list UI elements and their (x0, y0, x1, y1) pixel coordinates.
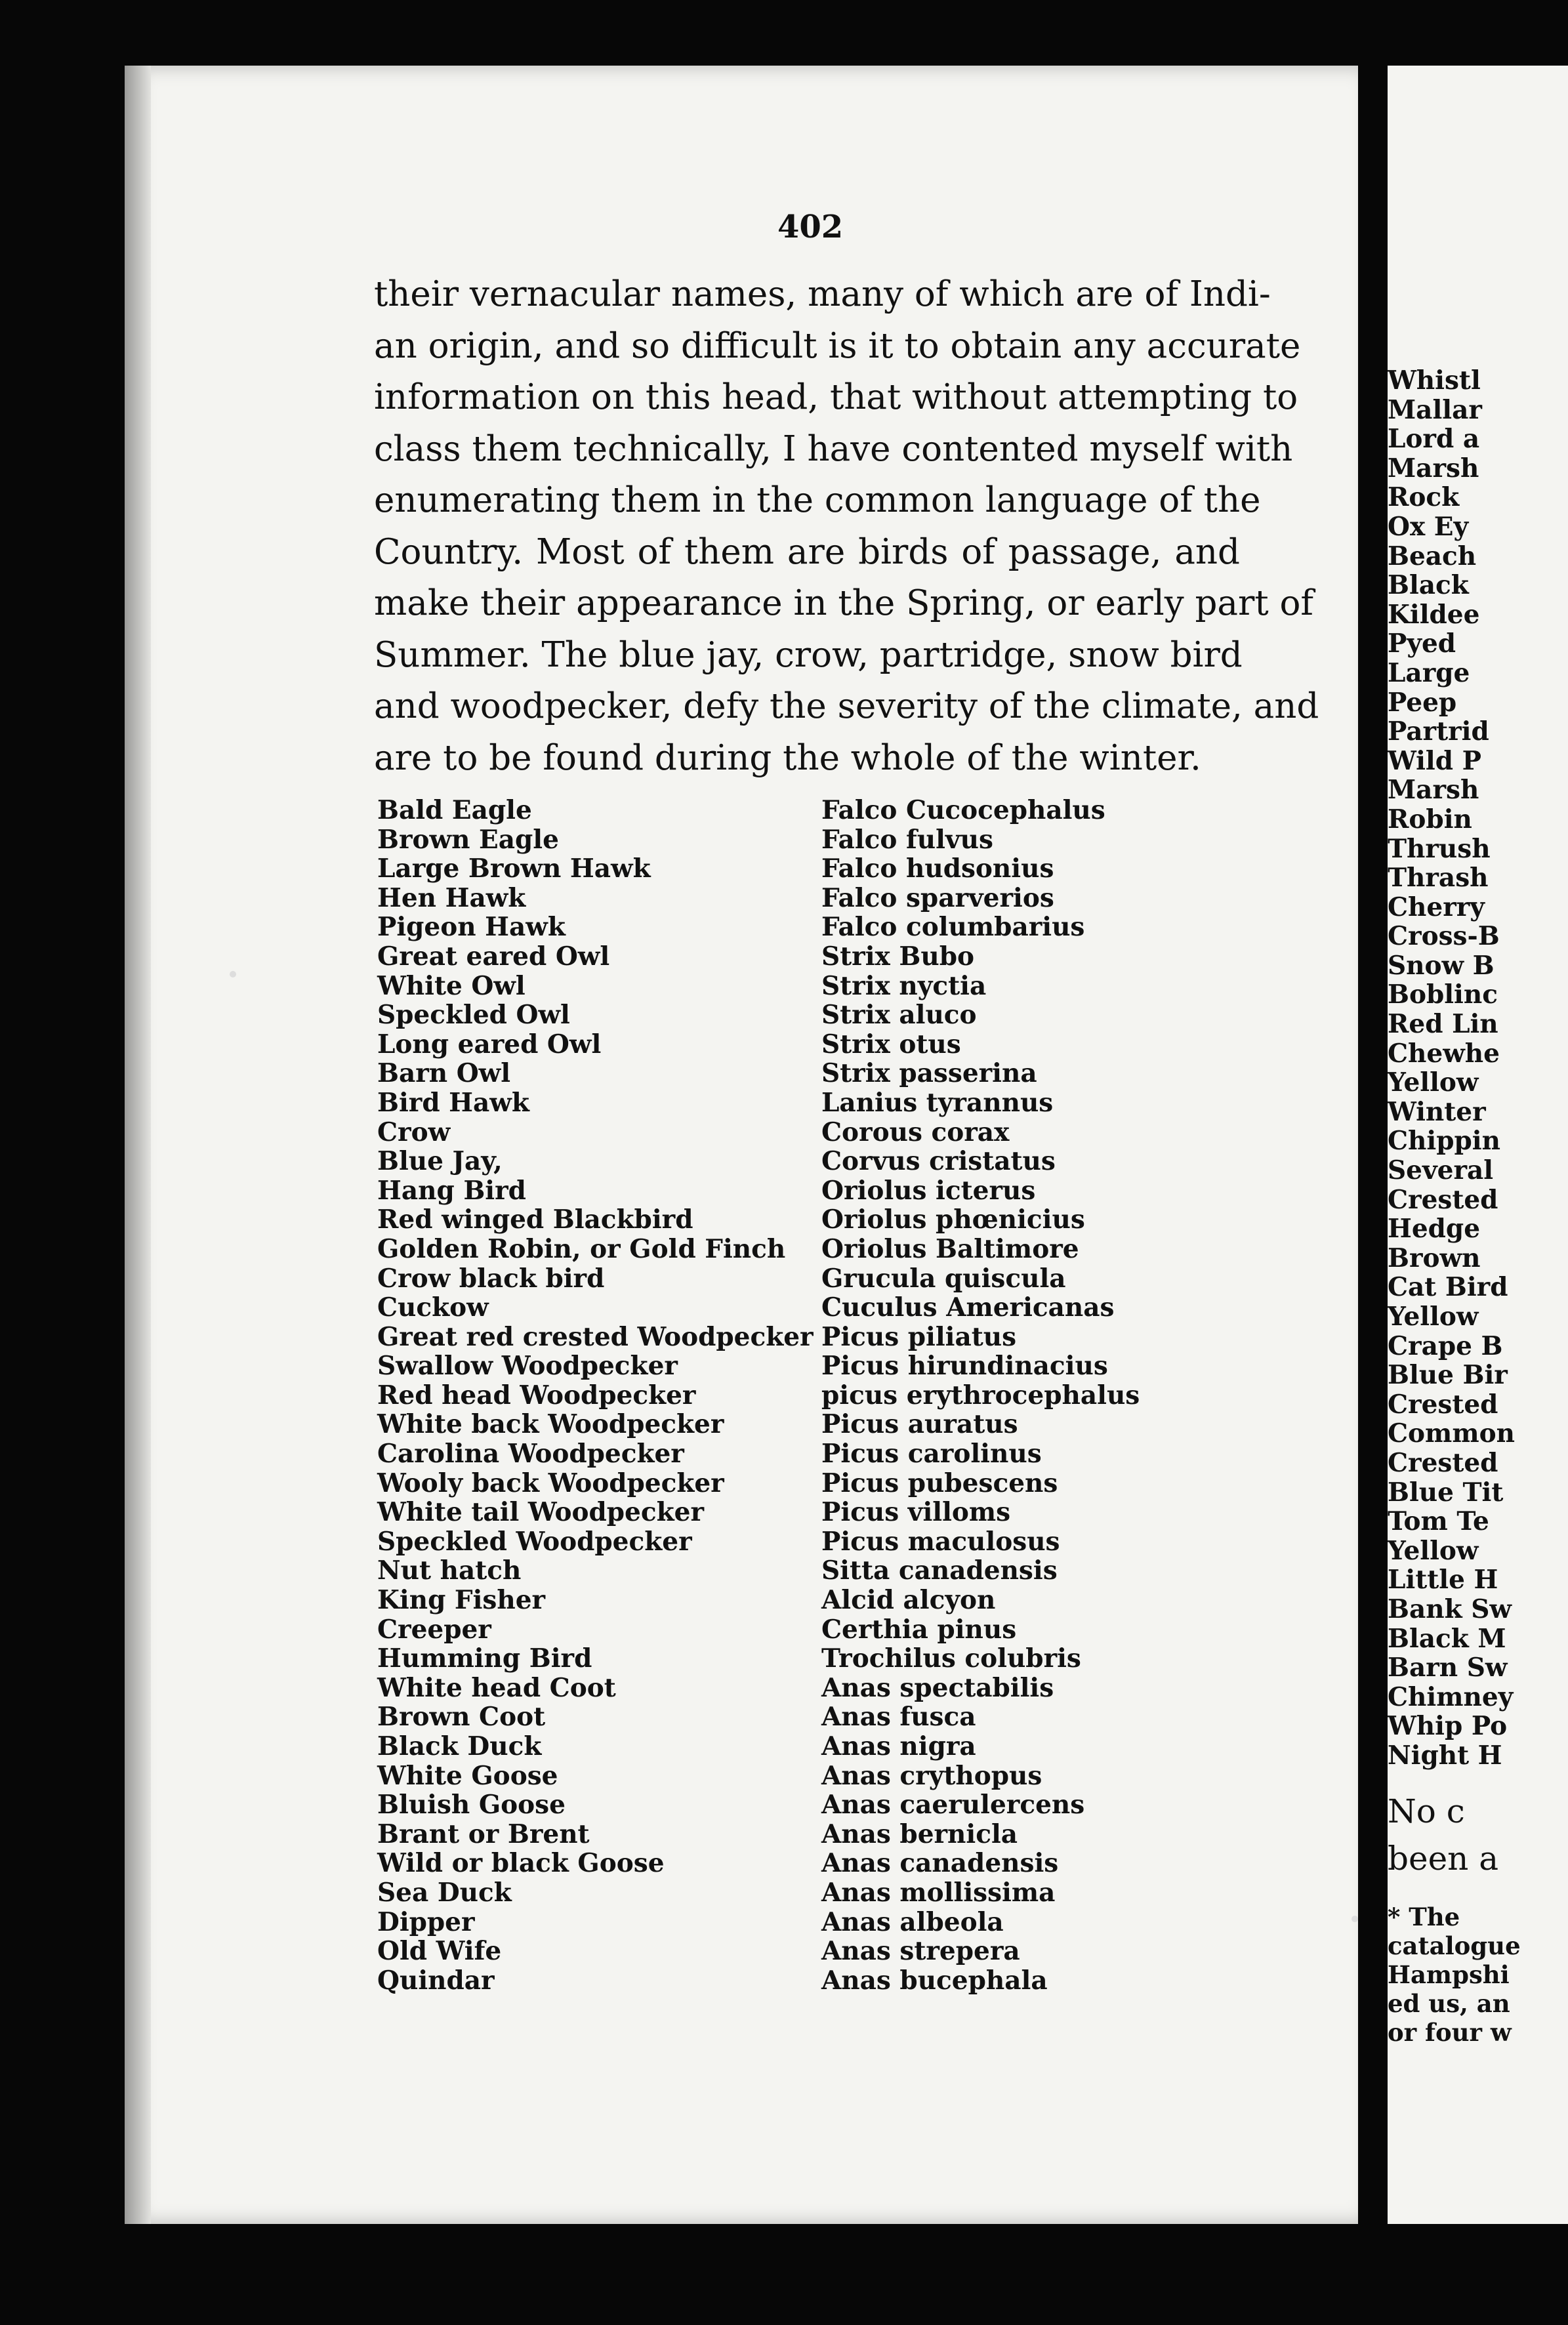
paragraph-line: Country. Most of them are birds of passage, and (374, 531, 1240, 572)
common-name-entry: Barn Owl (377, 1058, 511, 1089)
latin-name-entry: Oriolus icterus (821, 1175, 1036, 1206)
common-name-entry: Golden Robin, or Gold Finch (377, 1233, 786, 1264)
common-name-entry: Bald Eagle (377, 795, 532, 825)
right-list-entry: Tom Te (1388, 1506, 1489, 1537)
intro-paragraph (374, 269, 1319, 784)
common-name-entry: Red winged Blackbird (377, 1204, 693, 1235)
right-list-entry: Ox Ey (1388, 511, 1469, 542)
common-name-entry: Speckled Owl (377, 1000, 570, 1031)
right-list-entry: Thrush (1388, 833, 1491, 864)
latin-name-entry: Picus pubescens (821, 1468, 1058, 1498)
common-name-entry: Pigeon Hawk (377, 912, 566, 943)
latin-name-entry: Falco sparverios (821, 882, 1054, 913)
latin-name-entry: Strix nyctia (821, 970, 987, 1001)
latin-name-entry: Falco hudsonius (821, 854, 1054, 884)
common-name-entry: White head Coot (377, 1672, 616, 1703)
latin-name-entry: Oriolus phœnicius (821, 1204, 1085, 1235)
common-name-entry: Hang Bird (377, 1175, 526, 1206)
common-name-entry: Great red crested Woodpecker (377, 1321, 814, 1352)
common-name-entry: Black Duck (377, 1731, 542, 1761)
right-list-entry: Partrid (1388, 716, 1489, 747)
right-list-entry: Crape B (1388, 1330, 1503, 1361)
common-name-entry: Blue Jay, (377, 1146, 503, 1177)
common-name-entry: Brown Eagle (377, 824, 559, 855)
common-name-entry: Hen Hawk (377, 882, 526, 913)
paragraph-line: their vernacular names, many of which are of Indi- (374, 274, 1271, 314)
common-name-entry: White back Woodpecker (377, 1409, 724, 1440)
latin-name-entry: Anas canadensis (821, 1848, 1059, 1879)
paper-speck (1351, 1916, 1358, 1922)
common-name-entry: Sea Duck (377, 1877, 512, 1908)
latin-name-entry: Falco Cucocephalus (821, 795, 1105, 825)
right-list-entry: Cross-B (1388, 921, 1500, 952)
right-footnote-line: * The (1388, 1903, 1460, 1931)
latin-name-entry: Anas mollissima (821, 1877, 1056, 1908)
right-list-entry: Peep (1388, 687, 1457, 718)
right-list-entry: Boblinc (1388, 979, 1498, 1010)
right-list-entry: Whip Po (1388, 1711, 1508, 1742)
right-list-entry: Chewhe (1388, 1038, 1500, 1069)
common-name-entry: Great eared Owl (377, 941, 610, 972)
latin-name-entry: Corous corax (821, 1117, 1010, 1147)
paragraph-line: information on this head, that without attempting to (374, 377, 1298, 417)
right-note-line: No c (1388, 1792, 1465, 1830)
right-list-entry: Beach (1388, 541, 1477, 571)
paragraph-line: enumerating them in the common language of the (374, 480, 1261, 520)
common-name-entry: Red head Woodpecker (377, 1380, 696, 1410)
right-list-entry: Rock (1388, 482, 1460, 513)
latin-name-entry: Anas bucephala (821, 1965, 1048, 1996)
right-list-entry: Yellow (1388, 1302, 1479, 1332)
common-name-entry: Crow (377, 1117, 451, 1147)
common-name-entry: Large Brown Hawk (377, 854, 651, 884)
latin-name-entry: picus erythrocephalus (821, 1380, 1140, 1410)
latin-name-entry: Anas strepera (821, 1936, 1020, 1967)
common-name-entry: Humming Bird (377, 1643, 592, 1674)
right-list-entry: Crested (1388, 1447, 1498, 1478)
latin-name-entry: Grucula quiscula (821, 1263, 1066, 1294)
latin-name-entry: Picus auratus (821, 1409, 1018, 1440)
latin-name-entry: Anas nigra (821, 1731, 976, 1761)
latin-name-entry: Picus carolinus (821, 1439, 1042, 1470)
right-list-entry: Winter (1388, 1096, 1486, 1127)
paragraph-line: an origin, and so difficult is it to obtain any accurate (374, 325, 1301, 366)
paper-speck (230, 971, 236, 977)
right-list-entry: Chippin (1388, 1126, 1500, 1157)
common-name-entry: Quindar (377, 1965, 495, 1996)
right-list-entry: Hedge (1388, 1214, 1481, 1245)
latin-name-entry: Anas fusca (821, 1702, 976, 1733)
common-name-entry: Crow black bird (377, 1263, 605, 1294)
latin-name-entry: Picus maculosus (821, 1526, 1060, 1557)
right-list-entry: Marsh (1388, 453, 1479, 484)
right-list-entry: Marsh (1388, 775, 1479, 806)
right-list-entry: Brown (1388, 1243, 1481, 1273)
common-name-entry: Wooly back Woodpecker (377, 1468, 724, 1498)
page-number: 402 (777, 209, 844, 245)
common-name-entry: Swallow Woodpecker (377, 1351, 678, 1382)
common-name-entry: King Fisher (377, 1585, 546, 1616)
latin-name-entry: Sitta canadensis (821, 1555, 1058, 1586)
right-list-entry: Yellow (1388, 1067, 1479, 1098)
common-name-entry: Carolina Woodpecker (377, 1439, 684, 1470)
right-list-entry: Robin (1388, 804, 1472, 834)
right-footnote-line: or four w (1388, 2018, 1512, 2047)
latin-name-entry: Lanius tyrannus (821, 1087, 1054, 1118)
common-name-entry: Wild or black Goose (377, 1848, 665, 1879)
paragraph-line: make their appearance in the Spring, or early part of (374, 583, 1314, 623)
latin-name-entry: Picus piliatus (821, 1321, 1017, 1352)
latin-name-entry: Trochilus colubris (821, 1643, 1081, 1674)
paragraph-line: Summer. The blue jay, crow, partridge, snow bird (374, 634, 1243, 675)
right-page (1388, 66, 1568, 2224)
right-list-entry: Mallar (1388, 394, 1482, 425)
latin-name-entry: Falco columbarius (821, 912, 1085, 943)
right-list-entry: Crested (1388, 1389, 1498, 1420)
page-gutter-shadow (125, 66, 151, 2224)
right-list-entry: Snow B (1388, 950, 1495, 981)
right-note-line: been a (1388, 1840, 1499, 1878)
right-footnote-line: Hampshi (1388, 1960, 1510, 1989)
right-list-entry: Black (1388, 570, 1469, 601)
latin-name-entry: Anas crythopus (821, 1760, 1042, 1791)
right-list-entry: Pyed (1388, 628, 1456, 659)
common-name-entry: Bird Hawk (377, 1087, 529, 1118)
common-name-entry: Nut hatch (377, 1555, 522, 1586)
right-list-entry: Blue Tit (1388, 1477, 1504, 1508)
latin-name-entry: Corvus cristatus (821, 1146, 1056, 1177)
common-name-entry: White tail Woodpecker (377, 1497, 704, 1528)
common-name-entry: White Goose (377, 1760, 558, 1791)
latin-name-entry: Anas caerulercens (821, 1790, 1085, 1821)
right-list-entry: Yellow (1388, 1535, 1479, 1566)
common-name-entry: Old Wife (377, 1936, 502, 1967)
right-list-entry: Wild P (1388, 745, 1481, 776)
common-name-entry: Creeper (377, 1614, 491, 1645)
right-list-entry: Barn Sw (1388, 1653, 1508, 1683)
common-name-entry: Brant or Brent (377, 1819, 590, 1849)
right-list-entry: Bank Sw (1388, 1594, 1512, 1624)
latin-name-entry: Strix passerina (821, 1058, 1037, 1089)
latin-name-entry: Strix aluco (821, 1000, 977, 1031)
latin-name-entry: Strix Bubo (821, 941, 974, 972)
right-list-entry: Common (1388, 1418, 1515, 1449)
latin-name-entry: Picus hirundinacius (821, 1351, 1108, 1382)
right-footnote-line: ed us, an (1388, 1989, 1510, 2018)
latin-name-entry: Strix otus (821, 1029, 961, 1060)
right-list-entry: Little H (1388, 1565, 1498, 1595)
latin-name-entry: Anas spectabilis (821, 1672, 1054, 1703)
latin-name-entry: Cuculus Americanas (821, 1292, 1115, 1323)
right-list-entry: Blue Bir (1388, 1360, 1508, 1391)
right-list-entry: Large (1388, 657, 1470, 688)
right-list-entry: Night H (1388, 1740, 1502, 1771)
right-list-entry: Cherry (1388, 892, 1485, 922)
right-page-footnote (1388, 1903, 1521, 2047)
common-name-entry: Cuckow (377, 1292, 489, 1323)
right-list-entry: Cat Bird (1388, 1272, 1508, 1303)
latin-name-entry: Oriolus Baltimore (821, 1233, 1079, 1264)
latin-name-entry: Alcid alcyon (821, 1585, 996, 1616)
common-names-column (377, 796, 814, 1995)
common-name-entry: White Owl (377, 970, 526, 1001)
right-list-entry: Several (1388, 1155, 1494, 1186)
common-name-entry: Speckled Woodpecker (377, 1526, 692, 1557)
right-footnote-line: catalogue (1388, 1931, 1521, 1960)
common-name-entry: Brown Coot (377, 1702, 546, 1733)
paragraph-line: are to be found during the whole of the winter. (374, 737, 1201, 778)
paragraph-line: and woodpecker, defy the severity of the climate, and (374, 686, 1319, 726)
right-page-note (1388, 1788, 1498, 1882)
common-name-entry: Bluish Goose (377, 1790, 566, 1821)
latin-name-entry: Picus villoms (821, 1497, 1011, 1528)
latin-name-entry: Anas bernicla (821, 1819, 1018, 1849)
right-list-entry: Lord a (1388, 424, 1480, 455)
right-list-entry: Kildee (1388, 599, 1480, 630)
common-name-entry: Dipper (377, 1906, 475, 1937)
right-page-bird-list (1388, 366, 1515, 1771)
right-list-entry: Black M (1388, 1623, 1506, 1654)
latin-name-entry: Anas albeola (821, 1906, 1004, 1937)
latin-names-column (821, 796, 1140, 1995)
latin-name-entry: Falco fulvus (821, 824, 993, 855)
right-list-entry: Chimney (1388, 1681, 1514, 1712)
right-list-entry: Red Lin (1388, 1009, 1498, 1040)
right-list-entry: Thrash (1388, 863, 1489, 894)
latin-name-entry: Certhia pinus (821, 1614, 1017, 1645)
paragraph-line: class them technically, I have contented myself with (374, 428, 1293, 469)
common-name-entry: Long eared Owl (377, 1029, 602, 1060)
right-list-entry: Whistl (1388, 365, 1481, 396)
right-list-entry: Crested (1388, 1184, 1498, 1215)
